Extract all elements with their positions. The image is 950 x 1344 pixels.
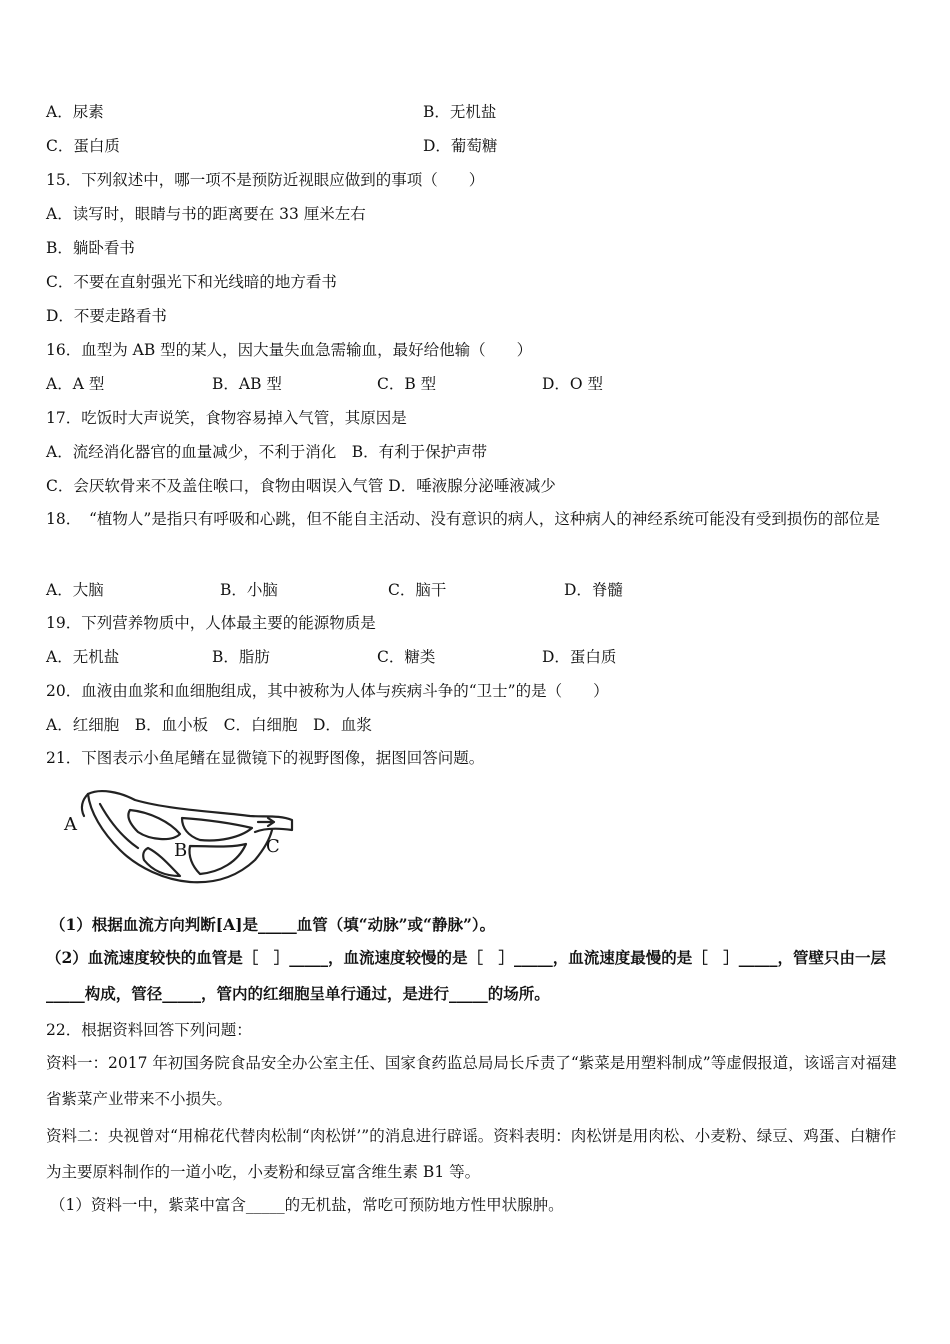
q17-stem: 17．吃饭时大声说笑，食物容易掉入气管，其原因是: [46, 409, 407, 427]
q17-options-ab: A．流经消化器官的血量减少，不利于消化 B．有利于保护声带: [46, 443, 488, 461]
q17-options-cd: C．会厌软骨来不及盖住喉口，食物由咽误入气管 D．唾液腺分泌唾液减少: [46, 477, 556, 495]
q21-sub1: （1）根据血流方向判断[A]是_____血管（填“动脉”或“静脉”）。: [50, 915, 496, 934]
q19-option-b: B．脂肪: [212, 648, 270, 666]
q15-option-a: A．读写时，眼睛与书的距离要在 33 厘米左右: [46, 205, 366, 223]
vessel-branch-left: [82, 794, 88, 816]
q16-option-c: C．B 型: [377, 375, 437, 393]
q14-options-row1: [46, 101, 497, 123]
capillary-loop-4: [189, 844, 246, 874]
capillary-loop-2: [182, 818, 252, 841]
figure-label-b: B: [174, 840, 188, 861]
q15-option-c: C．不要在直射强光下和光线暗的地方看书: [46, 273, 337, 291]
q14-options-row2: [46, 135, 498, 157]
q16-option-a: A．A 型: [46, 375, 105, 393]
q20-stem: 20．血液由血浆和血细胞组成，其中被称为人体与疾病斗争的“卫士”的是（ ）: [46, 682, 609, 700]
q18-option-b: B．小脑: [220, 581, 278, 599]
q16-option-d: D．O 型: [542, 375, 604, 393]
q16-options: [46, 373, 604, 395]
q22-material1: 资料一：2017 年初国务院食品安全办公室主任、国家食药监总局局长斥责了“紫菜是用塑料制成”等虚假报道，该谣言对福建省紫菜产业带来不小损失。: [46, 1054, 897, 1108]
q14-option-b: B．无机盐: [423, 103, 497, 121]
q21-sub2: （2）血流速度较快的血管是［ ］_____，血流速度较慢的是［ ］_____，血流速度最慢的是［ ］_____，管壁只由一层_____构成，管径_____，管内的红细胞呈单行通过，是进行_____的场所。: [46, 948, 887, 1003]
vessel-outline-bottom: [88, 794, 272, 882]
q18-options: [46, 579, 623, 601]
q15-option-b: B．躺卧看书: [46, 239, 135, 257]
q19-option-a: A．无机盐: [46, 648, 120, 666]
q21-stem: 21．下图表示小鱼尾鳍在显微镜下的视野图像，据图回答问题。: [46, 749, 485, 767]
q22-stem: 22．根据资料回答下列问题：: [46, 1021, 252, 1039]
flow-arrow: [258, 818, 274, 826]
q14-option-a: A．尿素: [46, 103, 104, 121]
q18-stem: 18． “植物人”是指只有呼吸和心跳，但不能自主活动、没有意识的病人，这种病人的神经系统可能没有受到损伤的部位是: [46, 510, 880, 528]
q15-option-d: D．不要走路看书: [46, 307, 167, 325]
q14-option-c: C．蛋白质: [46, 137, 120, 155]
q19-option-c: C．糖类: [377, 648, 436, 666]
figure-label-c: C: [266, 836, 280, 857]
q22-material2: 资料二：央视曾对“用棉花代替肉松制“肉松饼’”的消息进行辟谣。资料表明：肉松饼是用肉松、小麦粉、绿豆、鸡蛋、白糖作为主要原料制作的一道小吃，小麦粉和绿豆富含维生素 B1 等。: [46, 1127, 897, 1181]
q18-option-c: C．脑干: [388, 581, 447, 599]
q18-option-a: A．大脑: [46, 581, 104, 599]
q16-option-b: B．AB 型: [212, 375, 282, 393]
q18-option-d: D．脊髓: [564, 581, 623, 599]
q15-stem: 15．下列叙述中，哪一项不是预防近视眼应做到的事项（ ）: [46, 171, 485, 189]
q16-stem: 16．血型为 AB 型的某人，因大量失血急需输血，最好给他输（ ）: [46, 341, 533, 359]
q20-options: A．红细胞 B．血小板 C．白细胞 D．血浆: [46, 716, 372, 734]
q19-option-d: D．蛋白质: [542, 648, 617, 666]
q14-option-d: D．葡萄糖: [423, 137, 498, 155]
q19-stem: 19．下列营养物质中，人体最主要的能源物质是: [46, 614, 376, 632]
q19-options: [46, 646, 617, 668]
vessel-outline-top: [88, 791, 292, 832]
capillary-loop-1: [128, 810, 180, 839]
figure-label-a: A: [64, 814, 77, 835]
fish-tail-capillary-figure: [60, 782, 300, 892]
q22-sub1: （1）资料一中，紫菜中富含_____的无机盐，常吃可预防地方性甲状腺肿。: [50, 1196, 564, 1214]
